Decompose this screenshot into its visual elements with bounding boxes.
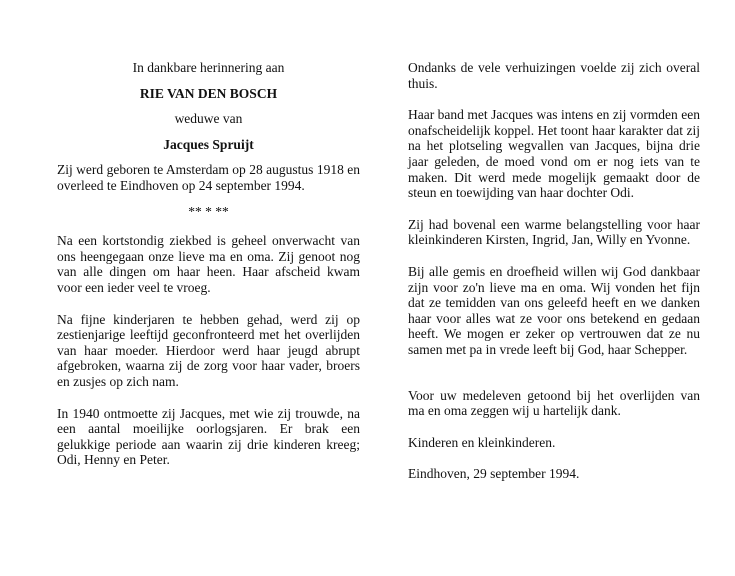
- paragraph: Haar band met Jacques was intens en zij vormden een onafscheidelijk koppel. Het toont haar karakter dat zij na het plotseling wegvallen van Jacques, bijna drie jaar geleden, de moed vond om er nog iets van te maken. Dit werd mede mogelijk gemaakt door de steun en toewijding van haar dochter Odi.: [408, 107, 700, 201]
- deceased-name: RIE VAN DEN BOSCH: [139, 85, 278, 101]
- birth-death-text: Zij werd geboren te Amsterdam op 28 augustus 1918 en overleed te Eindhoven op 24 september 1994.: [57, 162, 360, 193]
- intro-line: In dankbare herinnering aan: [132, 60, 285, 75]
- paragraph: In 1940 ontmoette zij Jacques, met wie zij trouwde, na een aantal moeilijke oorlogsjaren. Er brak een gelukkige periode aan waarin zij drie kinderen kreeg; Odi, Henny en Peter.: [57, 405, 360, 468]
- right-column: [408, 60, 700, 482]
- paragraph: Na een kortstondig ziekbed is geheel onverwacht van ons heengegaan onze lieve ma en oma. Zij genoot nog van alle dingen om haar heen. Haar afscheid kwam voor een ieder veel te vroeg.: [57, 233, 360, 295]
- paragraph: Zij had bovenal een warme belangstelling voor haar kleinkinderen Kirsten, Ingrid, Jan, Willy en Yvonne.: [408, 216, 700, 248]
- spouse-name: Jacques Spruijt: [163, 136, 254, 152]
- paragraph: Bij alle gemis en droefheid willen wij God dankbaar zijn voor zo'n lieve ma en oma. Wij vonden het fijn dat ze temidden van ons geleefd heeft en we danken haar voor alles wat ze voor ons betekend en gedaan heeft. We mogen er zeker op vertrouwen dat ze nu samen met pa in vrede leeft bij God, haar Schepper.: [408, 263, 700, 357]
- separator: ** * **: [188, 203, 229, 219]
- signature: Kinderen en kleinkinderen.: [408, 434, 556, 450]
- paragraph: Ondanks de vele verhuizingen voelde zij zich overal thuis.: [408, 60, 700, 91]
- place-date: Eindhoven, 29 september 1994.: [408, 466, 580, 482]
- relation-line: weduwe van: [174, 111, 243, 127]
- paragraph: Na fijne kinderjaren te hebben gehad, werd zij op zestienjarige leeftijd geconfronteerd met het overlijden van haar moeder. Hierdoor werd haar jeugd abrupt afgebroken, waarna zij de zorg voor haar vader, broers en zusjes op zich nam.: [57, 311, 360, 389]
- left-column: [57, 60, 360, 468]
- thanks-text: Voor uw medeleven getoond bij het overlijden van ma en oma zeggen wij u hartelijk dank.: [408, 387, 700, 419]
